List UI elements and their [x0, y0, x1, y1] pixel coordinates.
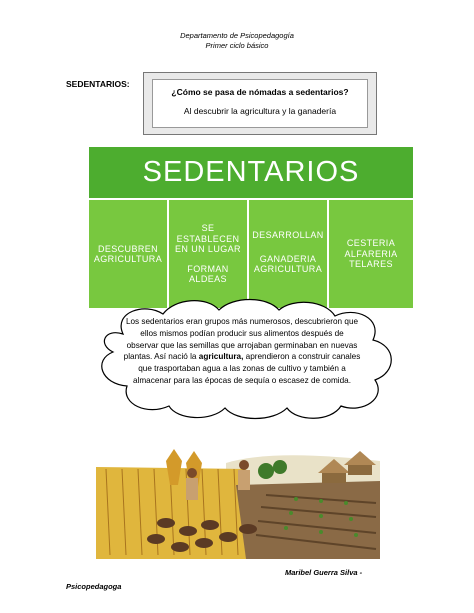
header-cycle: Primer ciclo básico [205, 41, 269, 50]
author-signature: Maribel Guerra Silva - [285, 568, 363, 577]
cloud-line: observar que las semillas que arrojaban germinaban en nuevas [126, 340, 358, 350]
footer-role: Psicopedagoga [66, 582, 122, 591]
header-department: Departamento de Psicopedagogía [180, 31, 294, 40]
cloud-bold-word: agricultura, [198, 352, 244, 362]
column-2-line: FORMAN [187, 263, 229, 274]
column-4-line: TELARES [349, 259, 393, 270]
farming-scene-illustration [96, 445, 380, 559]
question-text: ¿Cómo se pasa de nómadas a sedentarios? [171, 87, 349, 97]
question-box [143, 72, 377, 135]
diagram-column-3 [249, 200, 327, 308]
column-2-line: ALDEAS [189, 274, 227, 285]
cloud-text [96, 316, 388, 387]
diagram-title: SEDENTARIOS [89, 147, 413, 198]
cloud-line-4 [96, 351, 388, 363]
diagram-column-2 [169, 200, 247, 308]
column-1-line: DESCUBREN [97, 243, 159, 254]
diagram-column-1 [89, 200, 167, 308]
diagram-column-4 [329, 200, 413, 308]
cloud-line: almacenar para las épocas de sequía o escasez de comida. [132, 375, 351, 385]
answer-text: Al descubrir la agricultura y la ganadería [183, 106, 337, 116]
column-3-line: AGRICULTURA [253, 264, 323, 274]
cloud-line: ellos mismos podían producir sus alimentos después de [140, 328, 344, 338]
column-4-line: CESTERIA [346, 238, 396, 249]
cloud-line-4-start: plantas. Así nació la [123, 352, 199, 362]
column-3-line: DESARROLLAN [252, 230, 324, 240]
column-2-line: ESTABLECEN [176, 233, 240, 244]
question-box-inner [152, 79, 368, 128]
cloud-line: Los sedentarios eran grupos más numerosos, descubrieron que [125, 317, 359, 326]
cloud-line: que trasportaban agua a las zonas de cultivo y también a [138, 364, 346, 374]
column-1-line: AGRICULTURA [93, 254, 163, 264]
column-4-line: ALFARERIA [344, 248, 398, 259]
column-2-line: EN UN LUGAR [175, 244, 241, 255]
column-3-line: GANADERIA [259, 253, 317, 264]
cloud-line-4-end: aprendieron a construir canales [243, 352, 361, 362]
column-2-line: SE [201, 223, 215, 234]
section-label: SEDENTARIOS: [66, 79, 130, 89]
